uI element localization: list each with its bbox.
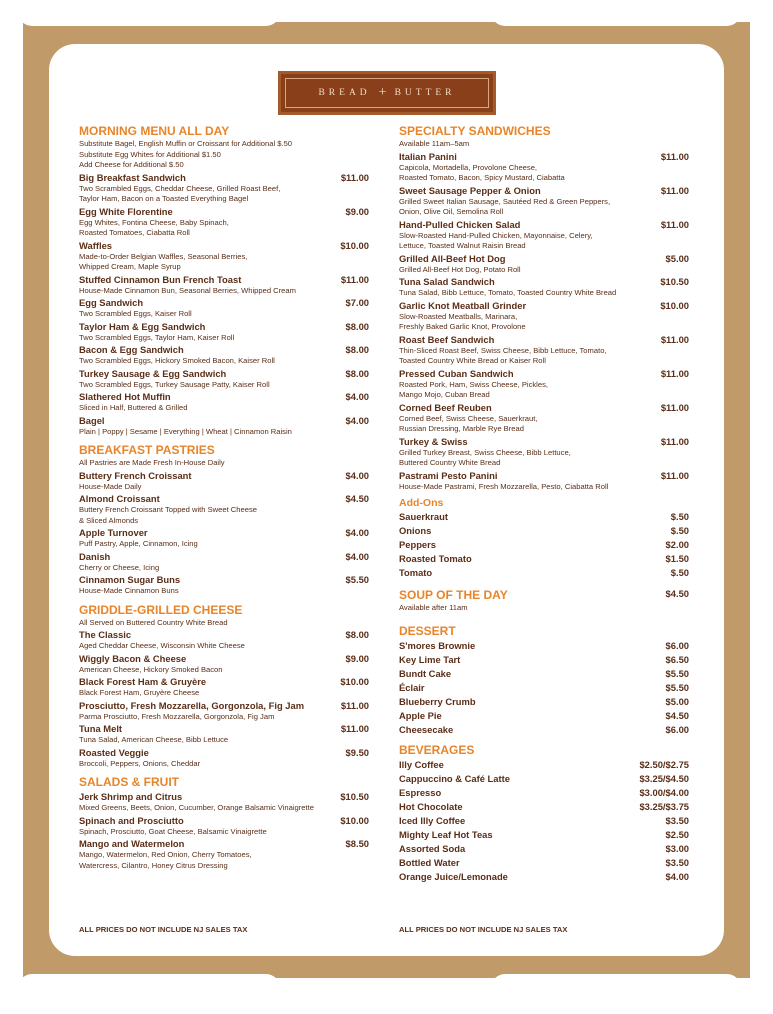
item-name: Wiggly Bacon & Cheese [79,652,187,664]
item-name: Sweet Sausage Pepper & Onion [399,184,541,196]
item-price: $.50 [670,567,689,578]
menu-item [79,838,369,850]
menu-item [79,206,369,218]
item-price: $3.25/$3.75 [639,800,689,812]
section-note: All Pastries are Made Fresh In-House Daily [79,458,225,467]
left-menu-column [79,124,369,871]
item-name: Tomato [399,567,433,578]
item-name: Orange Juice/Lemonade [399,870,508,882]
frame-tab-top-left [18,0,280,26]
item-description: Capicola, Mortadella, Provolone Cheese, [399,162,538,172]
item-description: Spinach, Prosciutto, Goat Cheese, Balsamic Vinaigrette [79,826,267,836]
item-price: $11.00 [660,401,689,413]
item-name: Bacon & Egg Sandwich [79,344,184,355]
item-description: Whipped Cream, Maple Syrup [79,262,181,271]
menu-item [79,297,369,309]
menu-item [399,639,689,653]
item-description: Black Forest Ham, Gruyère Cheese [79,688,200,697]
menu-item [399,470,689,482]
item-name: Almond Croissant [79,493,160,504]
menu-item [79,815,369,827]
item-price: $2.50/$2.75 [639,758,689,770]
item-description: Broccoli, Peppers, Onions, Cheddar [79,758,201,768]
menu-item [399,814,689,828]
item-description: Buttered Country White Bread [399,458,501,467]
footer-tax-note-left: ALL PRICES DO NOT INCLUDE NJ SALES TAX [79,925,248,934]
menu-item [79,700,369,712]
item-description: Two Scrambled Eggs, Turkey Sausage Patty, Kaiser Roll [79,379,270,389]
item-name: Peppers [399,539,436,550]
item-price: $.50 [670,511,689,522]
item-name: Key Lime Tart [399,653,461,665]
item-description: Grilled Turkey Breast, Swiss Cheese, Bibb Lettuce, [399,447,571,457]
item-name: Cinnamon Sugar Buns [79,574,181,585]
item-price: $2.50 [665,828,689,840]
item-name: Blueberry Crumb [399,695,476,707]
menu-item [399,772,689,786]
item-name: Hand-Pulled Chicken Salad [399,218,521,230]
item-name: Iced Illy Coffee [399,814,466,826]
item-price: $8.00 [345,367,369,379]
item-price: $11.00 [660,469,689,481]
item-description: House-Made Cinnamon Bun, Seasonal Berries, Whipped Cream [79,285,296,295]
item-price: $4.00 [345,469,369,481]
item-price: $6.50 [665,653,689,665]
section-note: Available after 11am [399,603,468,612]
item-price: $5.00 [665,695,689,707]
menu-item [399,253,689,265]
right-menu-column [399,124,689,884]
bread-butter-logo [278,71,496,115]
item-description: Grilled Sweet Italian Sausage, Sautéed Red & Green Peppers, [399,196,611,206]
item-name: Tuna Melt [79,723,123,734]
item-description: Roasted Pork, Ham, Swiss Cheese, Pickles, [399,379,548,389]
item-price: $7.00 [345,297,369,308]
menu-item [79,274,369,286]
item-name: Black Forest Ham & Gruyère [79,676,207,687]
item-description: Lettuce, Toasted Walnut Raisin Bread [399,241,526,250]
item-description: Mango, Watermelon, Red Onion, Cherry Tomatoes, [79,850,252,859]
item-name: Éclair [399,681,425,693]
menu-item [399,524,689,538]
item-price: $5.50 [665,667,689,679]
item-name: Bagel [79,414,105,426]
item-name: Egg Sandwich [79,297,144,308]
item-price: $4.00 [665,870,689,882]
section-title: SPECIALTY SANDWICHES [399,124,551,138]
item-name: Tuna Salad Sandwich [399,276,495,287]
section-note: All Served on Buttered Country White Bread [79,617,228,627]
menu-item [79,470,369,482]
item-name: Cheesecake [399,723,454,735]
item-price: $11.00 [340,273,369,285]
item-name: Apple Pie [399,709,442,721]
menu-item [399,510,689,524]
item-price: $4.00 [345,414,369,426]
item-name: Corned Beef Reuben [399,401,492,413]
section-note: Substitute Bagel, English Muffin or Croissant for Additional $.50 [79,139,293,148]
menu-item [79,391,369,403]
menu-item [79,676,369,688]
item-name: Onions [399,525,432,536]
menu-item [79,629,369,641]
menu-item [399,723,689,737]
item-description: Buttery French Croissant Topped with Sweet Cheese [79,505,257,514]
item-description: Plain | Poppy | Sesame | Everything | Wheat | Cinnamon Raisin [79,426,292,436]
item-name: Roasted Tomato [399,553,472,564]
item-description: Roasted Tomatoes, Ciabatta Roll [79,228,190,237]
section-title: BEVERAGES [399,742,475,757]
item-name: Espresso [399,786,442,798]
item-price: $9.00 [345,205,369,217]
menu-item [399,653,689,667]
menu-item [79,653,369,665]
menu-item [79,344,369,356]
menu-item [399,219,689,231]
item-price: $10.00 [340,239,369,251]
item-description: Freshly Baked Garlic Knot, Provolone [399,322,526,331]
menu-item [399,800,689,814]
item-price: $8.00 [345,629,369,640]
section-note: Add Cheese for Additional $.50 [79,160,184,169]
item-price: $5.00 [665,252,689,264]
menu-item [399,276,689,288]
item-name: Sauerkraut [399,511,448,522]
item-description: Aged Cheddar Cheese, Wisconsin White Cheese [79,641,245,650]
item-name: Turkey & Swiss [399,435,468,447]
menu-item [399,334,689,346]
item-description: Egg Whites, Fontina Cheese, Baby Spinach, [79,217,229,227]
menu-item [399,300,689,312]
item-price: $1.50 [665,553,689,564]
item-price: $5.50 [665,681,689,693]
item-name: Jerk Shrimp and Citrus [79,791,183,802]
frame-tab-top-right [491,0,741,26]
item-name: Buttery French Croissant [79,469,192,481]
item-name: Bundt Cake [399,667,452,679]
menu-item [399,786,689,800]
item-name: Grilled All-Beef Hot Dog [399,252,506,264]
menu-item [399,552,689,566]
item-price: $10.00 [340,814,369,826]
item-price: $11.00 [660,150,689,162]
item-description: Two Scrambled Eggs, Kaiser Roll [79,309,192,318]
item-description: Onion, Olive Oil, Semolina Roll [399,207,504,216]
item-description: Sliced in Half, Buttered & Grilled [79,403,188,412]
item-name: Egg White Florentine [79,205,173,217]
item-name: S'mores Brownie [399,639,476,651]
item-description: Slow-Roasted Meatballs, Marinara, [399,311,518,321]
footer-tax-note-right: ALL PRICES DO NOT INCLUDE NJ SALES TAX [399,925,568,934]
item-name: Turkey Sausage & Egg Sandwich [79,367,227,379]
logo-word-butter: BUTTER [394,88,456,98]
item-name: Prosciutto, Fresh Mozzarella, Gorgonzola, Fig Jam [79,699,305,711]
item-name: Taylor Ham & Egg Sandwich [79,320,206,332]
menu-item [399,566,689,580]
item-price: $10.00 [660,299,689,311]
item-description: Russian Dressing, Marble Rye Bread [399,424,524,433]
item-description: & Sliced Almonds [79,515,139,525]
menu-item [79,723,369,735]
item-price: $4.50 [345,493,369,504]
menu-item [79,321,369,333]
menu-item [79,791,369,803]
item-description: Mixed Greens, Beets, Onion, Cucumber, Orange Balsamic Vinaigrette [79,803,314,812]
item-name: Pressed Cuban Sandwich [399,367,514,379]
item-price: $10.00 [340,676,369,687]
item-price: $2.00 [665,539,689,550]
item-price: $4.50 [665,709,689,721]
menu-item [399,870,689,884]
menu-item [399,436,689,448]
item-name: Roasted Veggie [79,746,149,758]
item-description: Parma Prosciutto, Fresh Mozzarella, Gorgonzola, Fig Jam [79,711,275,721]
item-price: $5.50 [345,574,369,585]
item-price: $8.50 [345,838,369,849]
section-title: MORNING MENU ALL DAY [79,124,230,138]
menu-item [79,747,369,759]
item-price: $4.00 [345,550,369,562]
item-description: Two Scrambled Eggs, Hickory Smoked Bacon, Kaiser Roll [79,356,275,365]
item-description: Toasted Country White Bread or Kaiser Roll [399,356,546,365]
menu-item [79,415,369,427]
item-price: $6.00 [665,723,689,735]
menu-item [79,368,369,380]
section-note: Substitute Egg Whites for Additional $1.50 [79,149,221,159]
item-price: $9.00 [345,652,369,664]
item-price: $3.50 [665,856,689,868]
item-description: Corned Beef, Swiss Cheese, Sauerkraut, [399,413,538,423]
item-name: Waffles [79,239,112,251]
item-description: Tuna Salad, American Cheese, Bibb Lettuce [79,735,229,744]
item-description: Grilled All-Beef Hot Dog, Potato Roll [399,264,521,274]
item-description: Two Scrambled Eggs, Cheddar Cheese, Grilled Roast Beef, [79,183,281,193]
section-title: SALADS & FRUIT [79,775,179,789]
item-name: Apple Turnover [79,527,148,538]
item-name: Hot Chocolate [399,800,463,812]
item-price: $8.00 [345,320,369,332]
item-description: Made-to-Order Belgian Waffles, Seasonal Berries, [79,251,248,261]
item-description: Cherry or Cheese, Icing [79,562,160,572]
item-description: Slow-Roasted Hand-Pulled Chicken, Mayonnaise, Celery, [399,230,593,240]
menu-item [399,368,689,380]
item-price: $4.00 [345,391,369,402]
item-price: $9.50 [345,746,369,758]
item-description: Mango Mojo, Cuban Bread [399,390,490,399]
menu-item [399,402,689,414]
menu-item [399,758,689,772]
menu-item [79,172,369,184]
item-price: $6.00 [665,639,689,651]
item-description: House-Made Cinnamon Buns [79,586,179,595]
item-name: Spinach and Prosciutto [79,814,184,826]
item-price: $10.50 [660,276,689,287]
frame-tab-bottom-right [491,974,741,1014]
item-name: Cappuccino & Café Latte [399,772,510,784]
item-description: Watercress, Cilantro, Honey Citrus Dressing [79,860,228,870]
item-name: Mighty Leaf Hot Teas [399,828,493,840]
item-price: $11.00 [340,699,369,711]
menu-item [399,151,689,163]
menu-item [399,667,689,681]
logo-word-bread: BREAD [318,88,371,98]
menu-item [399,709,689,723]
menu-item [79,551,369,563]
item-description: Tuna Salad, Bibb Lettuce, Tomato, Toasted Country White Bread [399,288,617,297]
item-price: $4.00 [345,527,369,538]
menu-item [399,185,689,197]
section-title: BREAKFAST PASTRIES [79,443,215,457]
item-description: American Cheese, Hickory Smoked Bacon [79,664,223,674]
menu-item [399,828,689,842]
item-price: $11.00 [340,723,369,734]
menu-item [399,842,689,856]
menu-item [399,695,689,709]
item-price: $11.00 [660,367,689,379]
menu-item [399,681,689,695]
item-price: $11.00 [660,333,689,345]
item-price: $3.00 [665,842,689,854]
menu-item [79,493,369,505]
logo-cross-icon: + [378,85,387,100]
section-title: GRIDDLE-GRILLED CHEESE [79,602,243,617]
menu-item [79,240,369,252]
item-price: $10.50 [340,791,369,802]
item-name: Roast Beef Sandwich [399,333,495,345]
item-name: Garlic Knot Meatball Grinder [399,299,527,311]
item-name: Bottled Water [399,856,460,868]
item-name: Slathered Hot Muffin [79,391,171,402]
item-description: House-Made Daily [79,481,142,491]
menu-item [399,856,689,870]
item-price: $11.00 [660,184,689,196]
menu-item [79,527,369,539]
item-price: $11.00 [340,171,369,183]
item-description: Thin-Sliced Roast Beef, Swiss Cheese, Bibb Lettuce, Tomato, [399,345,607,355]
item-name: Assorted Soda [399,842,466,854]
section-title: SOUP OF THE DAY [399,588,508,602]
item-name: Italian Panini [399,150,457,162]
item-price: $11.00 [660,218,689,230]
item-description: Taylor Ham, Bacon on a Toasted Everything Bagel [79,194,249,203]
section-title: Add-Ons [399,497,444,509]
menu-item [399,538,689,552]
item-description: House-Made Pastrami, Fresh Mozzarella, Pesto, Ciabatta Roll [399,481,609,491]
item-name: The Classic [79,629,132,640]
item-price: $8.00 [345,344,369,355]
item-name: Mango and Watermelon [79,838,185,849]
item-name: Danish [79,550,111,562]
item-description: Two Scrambled Eggs, Taylor Ham, Kaiser Roll [79,332,235,342]
menu-item [79,574,369,586]
item-name: Pastrami Pesto Panini [399,469,498,481]
item-price: $3.25/$4.50 [639,772,689,784]
item-price: $11.00 [660,435,689,447]
item-name: Stuffed Cinnamon Bun French Toast [79,273,242,285]
item-name: Illy Coffee [399,758,444,770]
section-note: Available 11am–5am [399,139,470,148]
item-description: Puff Pastry, Apple, Cinnamon, Icing [79,539,198,548]
item-description: Roasted Tomato, Bacon, Spicy Mustard, Ciabatta [399,173,565,182]
section-title: DESSERT [399,623,456,638]
soup-of-the-day [399,588,689,603]
frame-tab-bottom-left [18,974,280,1014]
item-price: $3.50 [665,814,689,826]
item-price: $3.00/$4.00 [639,786,689,798]
item-name: Big Breakfast Sandwich [79,171,186,183]
item-price: $.50 [670,525,689,536]
item-price: $4.50 [665,588,689,599]
